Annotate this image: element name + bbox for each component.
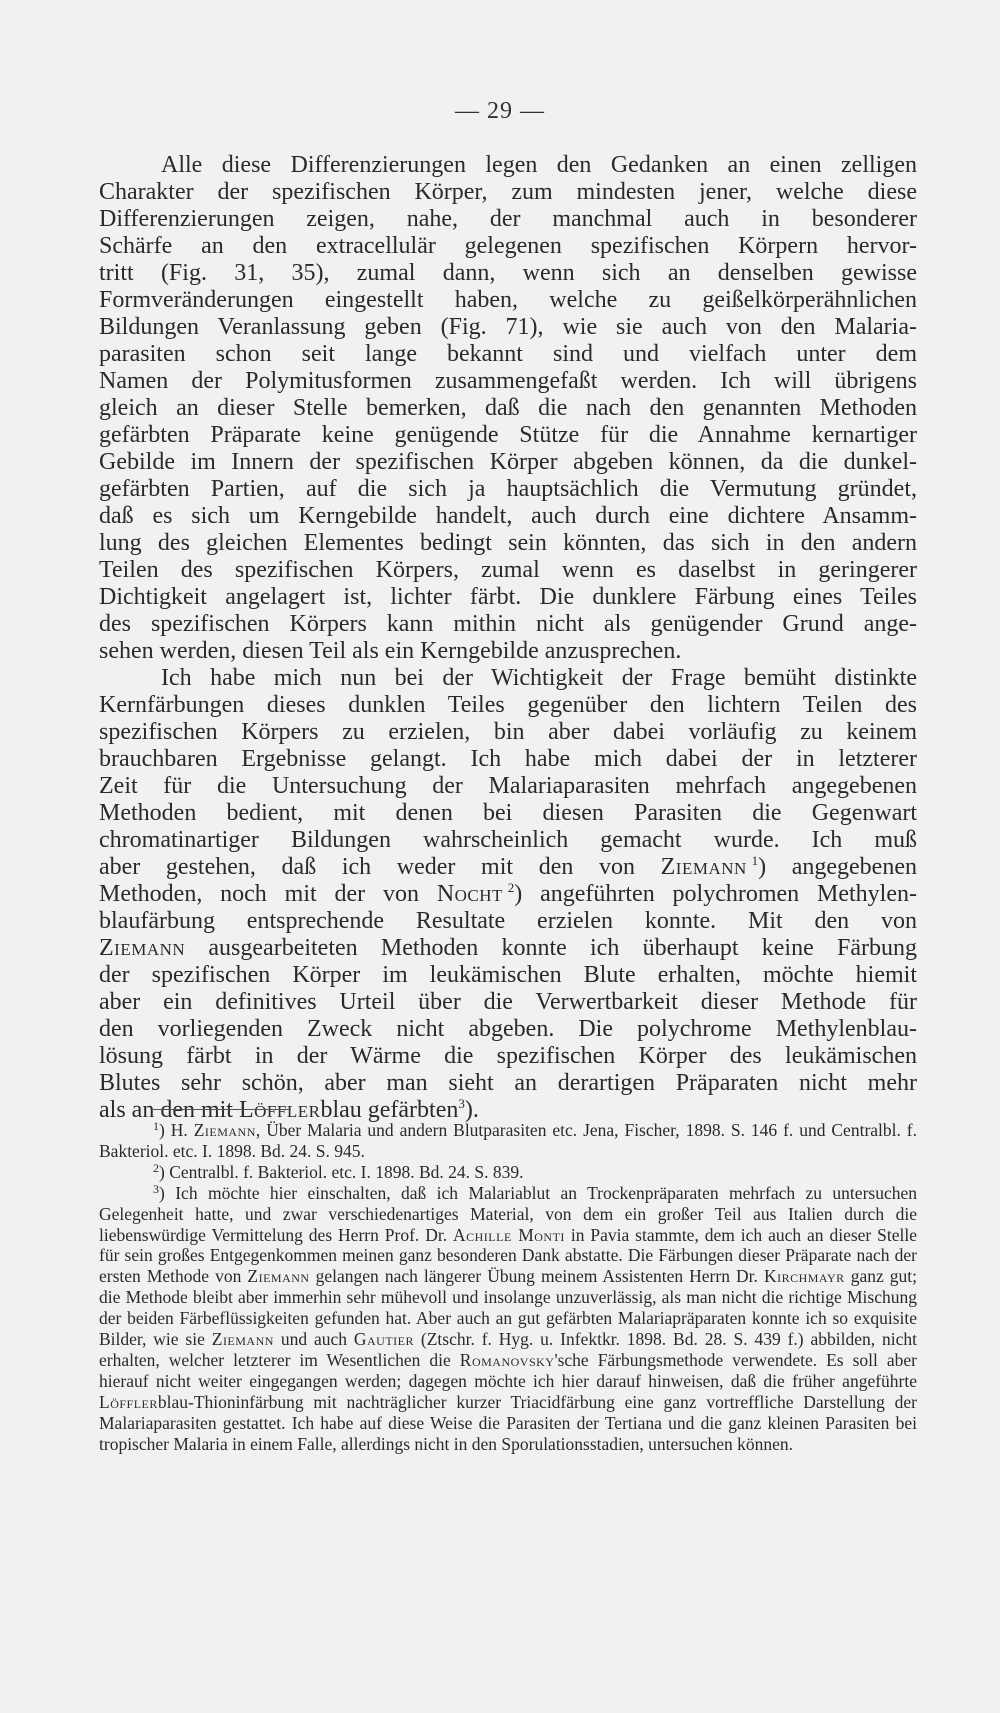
footnote-mark: 2	[153, 1160, 159, 1175]
text-line: Zeit für die Untersuchung der Malariaparasiten mehrfach angegebenen	[99, 773, 917, 799]
footnote-text: in Pavia stammte, dem ich auch an dieser Stelle für sein großes Entgegenkommen meinen ganz besonderen Dank abstatte. Die Färbungen dieser Präparate nach der ersten Methode von	[99, 1224, 918, 1287]
footnote-divider	[153, 1109, 291, 1110]
text-fragment: als an den mit	[99, 1097, 239, 1123]
text-fragment: ) angegebenen	[758, 854, 917, 880]
text-line: lösung färbt in der Wärme die spezifischen Körper des leukämischen	[99, 1043, 917, 1069]
text-line: aber ein definitives Urteil über die Verwertbarkeit dieser Methode für	[99, 989, 917, 1015]
author-name: Löffler	[99, 1391, 158, 1412]
author-name: Gautier	[353, 1329, 414, 1350]
text-line: der spezifischen Körper im leukämischen Blute erhalten, möchte hiemit	[99, 962, 917, 988]
text-line: Ich habe mich nun bei der Wichtigkeit der Frage bemüht distinkte	[161, 665, 917, 691]
author-name: Nocht	[436, 881, 503, 907]
text-line: Dichtigkeit angelagert ist, lichter färbt. Die dunklere Färbung eines Teiles	[99, 584, 917, 610]
text-line: des spezifischen Körpers kann mithin nicht als genügender Grund ange-	[99, 611, 917, 637]
footnote-ref: 2	[507, 880, 515, 895]
text-fragment: blau gefärbten	[320, 1097, 459, 1123]
text-line: Differenzierungen zeigen, nahe, der manchmal auch in besonderer	[99, 206, 917, 232]
text-fragment: ausgearbeiteten Methoden konnte ich überhaupt keine Färbung	[185, 935, 917, 961]
text-line: Teilen des spezifischen Körpers, zumal wenn es daselbst in geringerer	[99, 557, 917, 583]
author-name: Ziemann	[247, 1266, 310, 1287]
author-name: Ziemann	[193, 1120, 256, 1140]
footnote-mark: 1	[153, 1119, 159, 1133]
text-line: Blutes sehr schön, aber man sieht an derartigen Präparaten nicht mehr	[99, 1070, 917, 1096]
author-name: Ziemann	[211, 1329, 274, 1350]
footnote-text: (Ztschr. f. Hyg. u. Infektkr. 1898. Bd. 28. S. 439 f.) abbilden, nicht erhalten, welcher letzterer im Wesentlichen die	[99, 1329, 917, 1370]
text-line: Bildungen Veranlassung geben (Fig. 71), wie sie auch von den Malaria-	[99, 314, 917, 340]
footnote-text: ) Centralbl. f. Bakteriol. etc. I. 1898. Bd. 24. S. 839.	[159, 1161, 524, 1182]
footnote-1	[99, 1120, 917, 1162]
text-line: Methoden bedient, mit denen bei diesen Parasiten die Gegenwart	[99, 800, 917, 826]
text-line: sehen werden, diesen Teil als ein Kerngebilde anzusprechen.	[99, 638, 682, 664]
text-fragment: aber gestehen, daß ich weder mit den von	[99, 854, 661, 880]
text-line: den vorliegenden Zweck nicht abgeben. Die polychrome Methylenblau-	[99, 1016, 917, 1042]
text-line: brauchbaren Ergebnisse gelangt. Ich habe mich dabei der in letzterer	[99, 746, 917, 772]
author-name: Ziemann	[660, 854, 747, 880]
footnote-text: ) H.	[159, 1120, 194, 1140]
text-line: Alle diese Differenzierungen legen den Gedanken an einen zelligen	[161, 152, 917, 178]
text-line: tritt (Fig. 31, 35), zumal dann, wenn sich an denselben gewisse	[99, 260, 917, 286]
text-fragment: Methoden, noch mit der von	[99, 881, 437, 907]
page-number: — 29 —	[455, 98, 545, 124]
author-name: Achille Monti	[452, 1224, 565, 1245]
footnote-ref: 3	[458, 1096, 465, 1111]
text-line: gefärbten Partien, auf die sich ja hauptsächlich die Vermutung gründet,	[99, 476, 917, 502]
text-line: Kernfärbungen dieses dunklen Teiles gegenüber den lichtern Teilen des	[99, 692, 917, 718]
text-line: parasiten schon seit lange bekannt sind und vielfach unter dem	[99, 341, 917, 367]
text-line: blaufärbung entsprechende Resultate erzielen konnte. Mit den von	[99, 908, 917, 934]
text-line: gefärbten Präparate keine genügende Stütze für die Annahme kernartiger	[99, 422, 917, 448]
author-name: Ziemann	[99, 935, 186, 961]
text-fragment: ) angeführten polychromen Methylen-	[514, 881, 917, 907]
footnote-2	[99, 1162, 917, 1183]
text-line: gleich an dieser Stelle bemerken, daß die nach den genannten Methoden	[99, 395, 917, 421]
main-text	[99, 152, 917, 1124]
footnote-text: gelangen nach längerer Übung meinem Assistenten Herrn Dr.	[309, 1266, 764, 1287]
text-line: spezifischen Körpers zu erzielen, bin aber dabei vorläufig zu keinem	[99, 719, 917, 745]
footnotes	[99, 1120, 917, 1455]
text-line: lung des gleichen Elementes bedingt sein könnten, das sich in den andern	[99, 530, 917, 556]
text-line: Formveränderungen eingestellt haben, welche zu geißelkörperähnlichen	[99, 287, 917, 313]
author-name: Kirchmayr	[763, 1266, 845, 1287]
text-fragment: ).	[464, 1097, 479, 1123]
footnote-text: ) Ich möchte hier einschalten, daß ich Malariablut an Trockenpräparaten mehrfach zu untersuchen Gelegenheit hatte, und zwar verschiedenartiges Material, von dem ein großer Teil aus Italien durch die liebenswürdige Vermittelung des Herrn Prof. Dr.	[99, 1182, 917, 1245]
author-name: Romanovsky	[459, 1349, 555, 1370]
footnote-text: 'sche Färbungsmethode verwendete. Es soll aber hierauf nicht weiter eingegangen werden; dagegen möchte ich hier darauf hinweisen, daß die früher angeführte	[99, 1349, 917, 1391]
text-line: Gebilde im Innern der spezifischen Körper abgeben können, da die dunkel-	[99, 449, 917, 475]
text-line	[99, 881, 917, 908]
footnote-text: blau-Thioninfärbung mit nachträglicher kurzer Triacidfärbung eine ganz vortreffliche Darstellung der Malariaparasiten gestattet. Ich habe auf diese Weise die Parasiten der Tertiana und die ganz kleinen Parasiten bei tropischer Malaria in einem Falle, allerdings nicht in den Sporulationsstadien, untersuchen können.	[99, 1391, 917, 1454]
footnote-text: ganz gut; die Methode bleibt aber immerhin sehr mühevoll und insolange unzuverlässig, als man nicht die richtige Mischung der beiden Färbeflüssigkeiten gefunden hat. Aber auch an gut gefärbten Malariapräparaten konnte ich so exquisite Bilder, wie sie	[99, 1266, 918, 1350]
text-line	[99, 935, 917, 962]
text-line	[99, 854, 917, 881]
text-line: Namen der Polymitusformen zusammengefaßt werden. Ich will übrigens	[99, 368, 917, 394]
footnote-text: , Über Malaria und andern Blutparasiten etc. Jena, Fischer, 1898. S. 146 f. und Centralbl. f. Bakteriol. etc. I. 1898. Bd. 24. S. 945.	[99, 1120, 918, 1161]
text-line: Charakter der spezifischen Körper, zum mindesten jener, welche diese	[99, 179, 917, 205]
text-line: Schärfe an den extracellulär gelegenen spezifischen Körpern hervor-	[99, 233, 917, 259]
footnote-text: und auch	[273, 1329, 354, 1350]
text-line: chromatinartiger Bildungen wahrscheinlich gemacht wurde. Ich muß	[99, 827, 917, 853]
text-line: daß es sich um Kerngebilde handelt, auch durch eine dichtere Ansamm-	[99, 503, 917, 529]
author-name: Löffler	[238, 1097, 321, 1123]
footnote-3	[99, 1183, 917, 1455]
footnote-mark: 3	[153, 1181, 159, 1196]
footnote-ref: 1	[751, 853, 759, 868]
